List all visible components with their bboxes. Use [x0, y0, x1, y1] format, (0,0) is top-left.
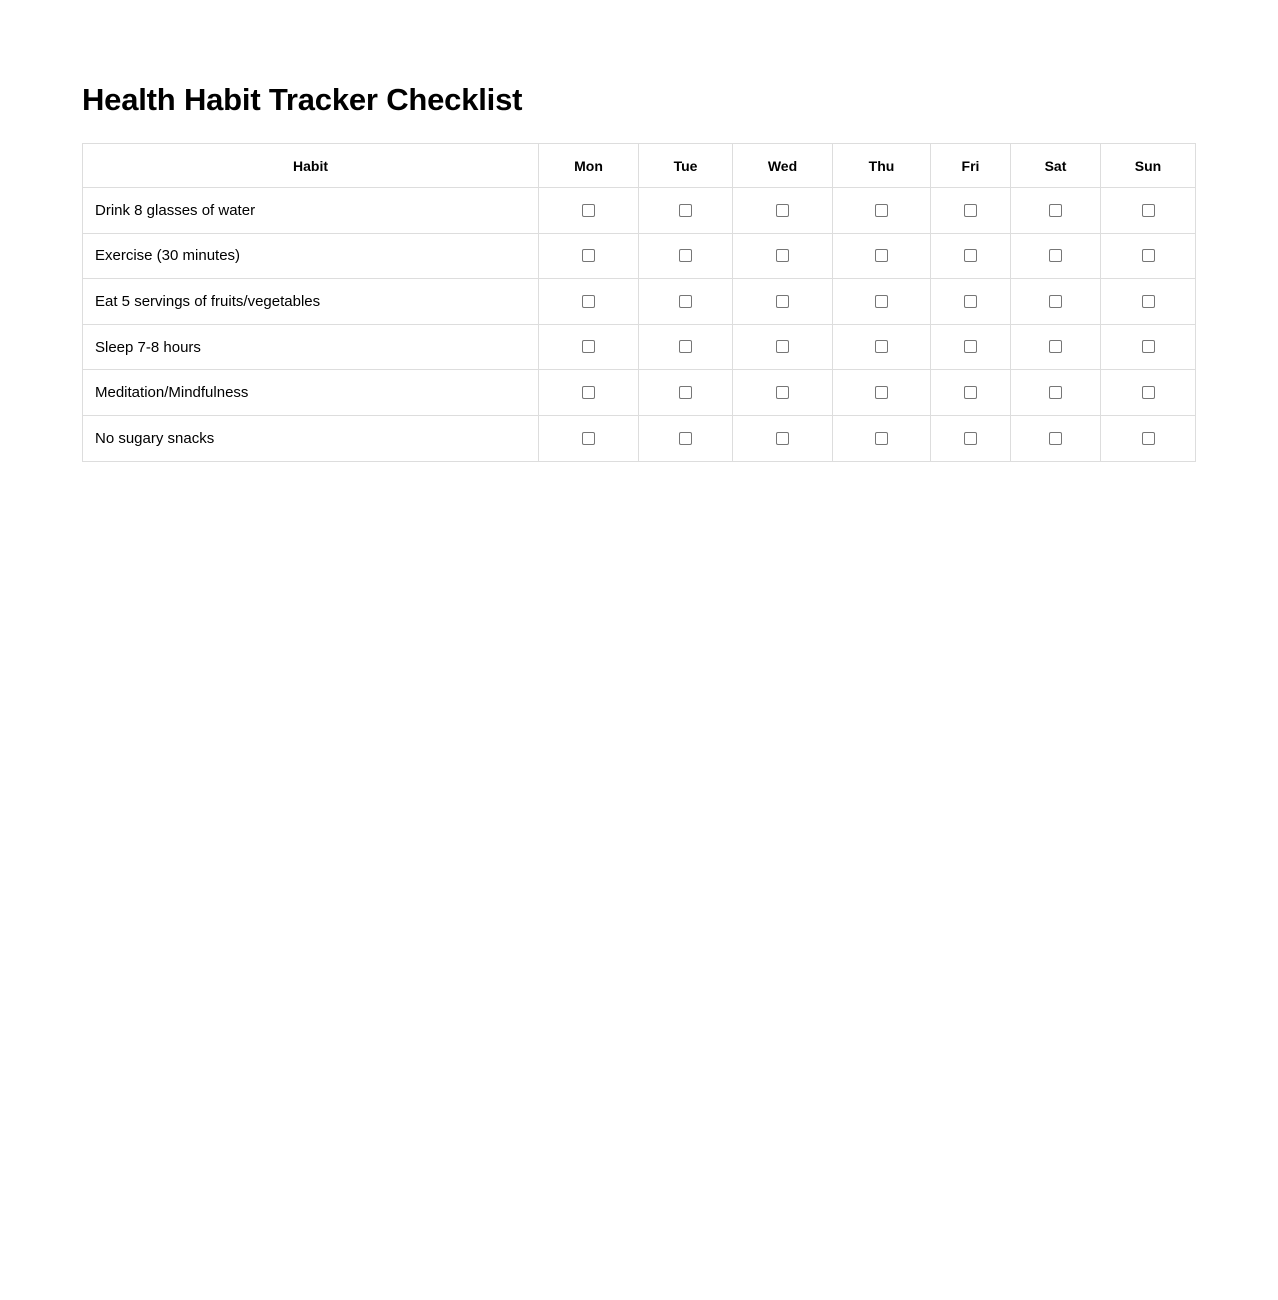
checkbox-sat[interactable] — [1049, 249, 1062, 262]
checkbox-sat[interactable] — [1049, 432, 1062, 445]
checkbox-mon[interactable] — [582, 295, 595, 308]
checkbox-mon[interactable] — [582, 386, 595, 399]
habit-name-cell: Drink 8 glasses of water — [83, 188, 539, 234]
habit-check-cell-wed[interactable] — [733, 188, 833, 234]
habit-check-cell-mon[interactable] — [539, 279, 639, 325]
habit-name-cell: Exercise (30 minutes) — [83, 233, 539, 279]
page-container — [0, 0, 1278, 462]
habit-check-cell-fri[interactable] — [931, 370, 1011, 416]
habit-check-cell-fri[interactable] — [931, 279, 1011, 325]
checkbox-tue[interactable] — [679, 249, 692, 262]
checkbox-tue[interactable] — [679, 432, 692, 445]
checkbox-wed[interactable] — [776, 204, 789, 217]
table-row — [83, 279, 1196, 325]
page-title: Health Habit Tracker Checklist — [82, 82, 523, 117]
habit-check-cell-wed[interactable] — [733, 370, 833, 416]
checkbox-thu[interactable] — [875, 386, 888, 399]
habit-check-cell-tue[interactable] — [639, 324, 733, 370]
habit-name-cell: Sleep 7-8 hours — [83, 324, 539, 370]
checkbox-mon[interactable] — [582, 340, 595, 353]
checkbox-sun[interactable] — [1142, 340, 1155, 353]
habit-check-cell-wed[interactable] — [733, 324, 833, 370]
habit-name-cell: Meditation/Mindfulness — [83, 370, 539, 416]
habit-check-cell-wed[interactable] — [733, 415, 833, 461]
column-header-tue: Tue — [639, 144, 733, 188]
habit-check-cell-thu[interactable] — [833, 370, 931, 416]
checkbox-thu[interactable] — [875, 249, 888, 262]
habit-check-cell-thu[interactable] — [833, 324, 931, 370]
habit-check-cell-fri[interactable] — [931, 188, 1011, 234]
table-header-row — [83, 144, 1196, 188]
column-header-sun: Sun — [1101, 144, 1196, 188]
checkbox-wed[interactable] — [776, 295, 789, 308]
checkbox-fri[interactable] — [964, 386, 977, 399]
habit-check-cell-sat[interactable] — [1011, 279, 1101, 325]
habit-check-cell-mon[interactable] — [539, 233, 639, 279]
checkbox-sat[interactable] — [1049, 204, 1062, 217]
checkbox-sat[interactable] — [1049, 295, 1062, 308]
checkbox-mon[interactable] — [582, 204, 595, 217]
habit-check-cell-mon[interactable] — [539, 324, 639, 370]
habit-check-cell-sun[interactable] — [1101, 188, 1196, 234]
habit-check-cell-wed[interactable] — [733, 279, 833, 325]
checkbox-tue[interactable] — [679, 340, 692, 353]
habit-check-cell-sat[interactable] — [1011, 188, 1101, 234]
habit-check-cell-thu[interactable] — [833, 233, 931, 279]
checkbox-wed[interactable] — [776, 340, 789, 353]
checkbox-wed[interactable] — [776, 249, 789, 262]
checkbox-mon[interactable] — [582, 432, 595, 445]
column-header-habit: Habit — [83, 144, 539, 188]
habit-check-cell-sun[interactable] — [1101, 324, 1196, 370]
checkbox-tue[interactable] — [679, 386, 692, 399]
habit-check-cell-mon[interactable] — [539, 415, 639, 461]
habit-check-cell-mon[interactable] — [539, 188, 639, 234]
checkbox-fri[interactable] — [964, 204, 977, 217]
column-header-thu: Thu — [833, 144, 931, 188]
habit-name-cell: Eat 5 servings of fruits/vegetables — [83, 279, 539, 325]
checkbox-sun[interactable] — [1142, 249, 1155, 262]
checkbox-sun[interactable] — [1142, 204, 1155, 217]
checkbox-fri[interactable] — [964, 340, 977, 353]
checkbox-fri[interactable] — [964, 249, 977, 262]
checkbox-thu[interactable] — [875, 204, 888, 217]
habit-check-cell-thu[interactable] — [833, 188, 931, 234]
habit-check-cell-fri[interactable] — [931, 233, 1011, 279]
checkbox-sat[interactable] — [1049, 340, 1062, 353]
habit-check-cell-sun[interactable] — [1101, 233, 1196, 279]
column-header-sat: Sat — [1011, 144, 1101, 188]
habit-check-cell-tue[interactable] — [639, 279, 733, 325]
checkbox-tue[interactable] — [679, 204, 692, 217]
habit-tracker-table — [82, 143, 1196, 462]
checkbox-sat[interactable] — [1049, 386, 1062, 399]
checkbox-sun[interactable] — [1142, 295, 1155, 308]
checkbox-fri[interactable] — [964, 432, 977, 445]
habit-check-cell-tue[interactable] — [639, 188, 733, 234]
table-row — [83, 324, 1196, 370]
table-body — [83, 188, 1196, 462]
habit-check-cell-fri[interactable] — [931, 324, 1011, 370]
habit-check-cell-fri[interactable] — [931, 415, 1011, 461]
column-header-fri: Fri — [931, 144, 1011, 188]
checkbox-sun[interactable] — [1142, 386, 1155, 399]
habit-check-cell-wed[interactable] — [733, 233, 833, 279]
habit-check-cell-sun[interactable] — [1101, 279, 1196, 325]
habit-check-cell-sun[interactable] — [1101, 415, 1196, 461]
table-row — [83, 370, 1196, 416]
checkbox-fri[interactable] — [964, 295, 977, 308]
habit-check-cell-thu[interactable] — [833, 415, 931, 461]
column-header-mon: Mon — [539, 144, 639, 188]
habit-name-cell: No sugary snacks — [83, 415, 539, 461]
checkbox-wed[interactable] — [776, 432, 789, 445]
habit-check-cell-tue[interactable] — [639, 415, 733, 461]
checkbox-sun[interactable] — [1142, 432, 1155, 445]
habit-check-cell-sun[interactable] — [1101, 370, 1196, 416]
checkbox-mon[interactable] — [582, 249, 595, 262]
habit-check-cell-thu[interactable] — [833, 279, 931, 325]
habit-check-cell-sat[interactable] — [1011, 233, 1101, 279]
table-header — [83, 144, 1196, 188]
checkbox-thu[interactable] — [875, 295, 888, 308]
habit-check-cell-tue[interactable] — [639, 370, 733, 416]
checkbox-tue[interactable] — [679, 295, 692, 308]
table-row — [83, 233, 1196, 279]
checkbox-wed[interactable] — [776, 386, 789, 399]
table-row — [83, 415, 1196, 461]
checkbox-thu[interactable] — [875, 340, 888, 353]
habit-check-cell-sat[interactable] — [1011, 370, 1101, 416]
habit-check-cell-tue[interactable] — [639, 233, 733, 279]
checkbox-thu[interactable] — [875, 432, 888, 445]
column-header-wed: Wed — [733, 144, 833, 188]
habit-check-cell-mon[interactable] — [539, 370, 639, 416]
habit-check-cell-sat[interactable] — [1011, 324, 1101, 370]
habit-check-cell-sat[interactable] — [1011, 415, 1101, 461]
table-row — [83, 188, 1196, 234]
